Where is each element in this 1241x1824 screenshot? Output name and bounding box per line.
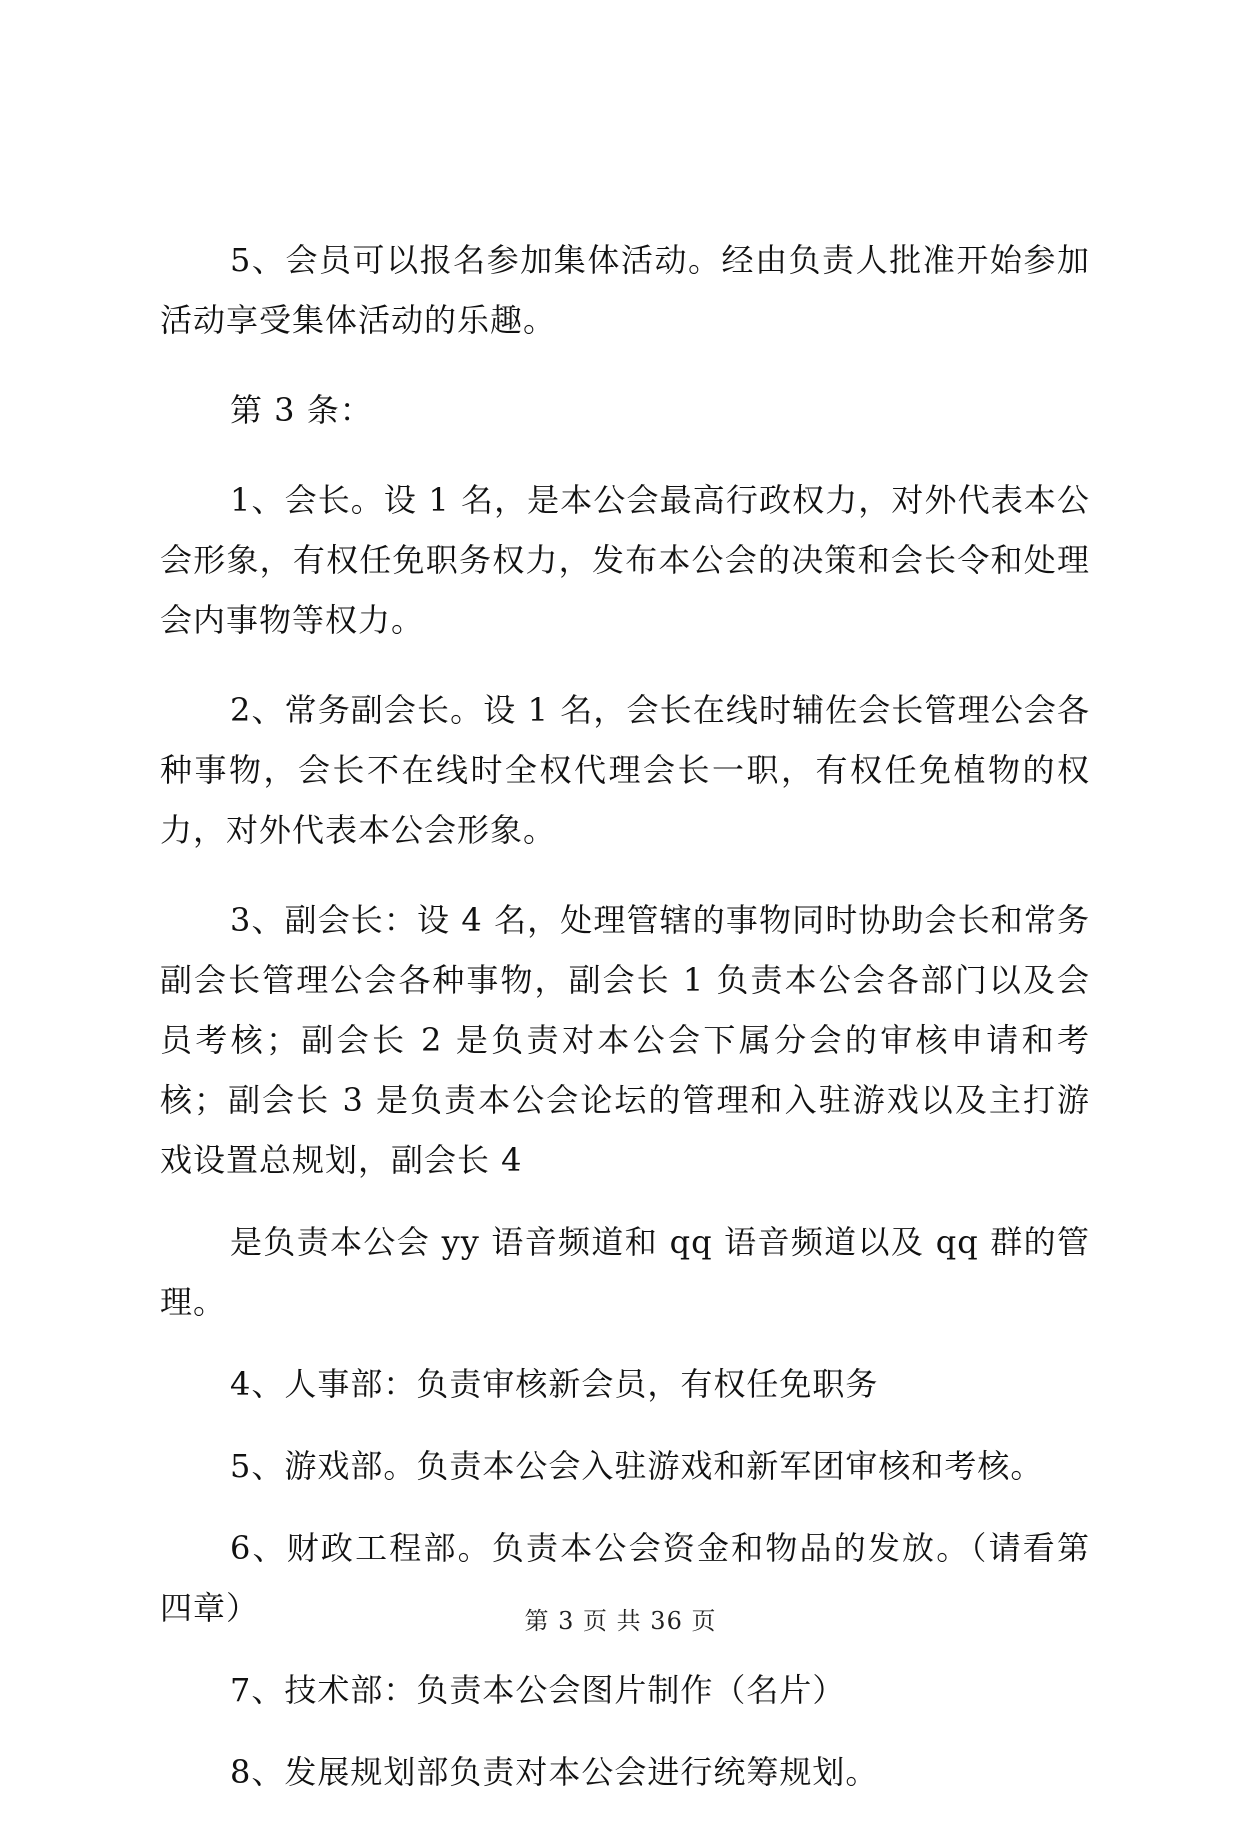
paragraph-vice-presidents: 3、副会长：设 4 名，处理管辖的事物同时协助会长和常务副会长管理公会各种事物，副会长 1 负责本公会各部门以及会员考核；副会长 2 是负责对本公会下属分会的审核申请和考核；副会长 3 是负责本公会论坛的管理和入驻游戏以及主打游戏设置总规划，副会长 4: [160, 901, 1090, 1179]
paragraph-game-department: 5、游戏部。负责本公会入驻游戏和新军团审核和考核。: [230, 1447, 1044, 1485]
paragraph-executive-vice-president: 2、常务副会长。设 1 名，会长在线时辅佐会长管理公会各种事物，会长不在线时全权代理会长一职，有权任免植物的权力，对外代表本公会形象。: [160, 691, 1090, 849]
paragraph-planning-department: 8、发展规划部负责对本公会进行统筹规划。: [230, 1753, 879, 1791]
document-body: [160, 230, 1090, 1824]
paragraph-tech-department: 7、技术部：负责本公会图片制作（名片）: [230, 1671, 846, 1709]
page-number-footer: 第 3 页 共 36 页: [524, 1607, 717, 1635]
paragraph-hr-department: 4、人事部：负责审核新会员，有权任免职务: [230, 1365, 879, 1403]
paragraph-member-activities: 5、会员可以报名参加集体活动。经由负责人批准开始参加活动享受集体活动的乐趣。: [160, 241, 1090, 339]
paragraph-president: 1、会长。设 1 名，是本公会最高行政权力，对外代表本公会形象，有权任免职务权力，发布本公会的决策和会长令和处理会内事物等权力。: [160, 481, 1090, 639]
paragraph-finance-department: 6、财政工程部。负责本公会资金和物品的发放。（请看第四章）: [160, 1529, 1090, 1627]
paragraph-article-3-heading: 第 3 条：: [230, 391, 373, 429]
paragraph-vice-president-4-duty: 是负责本公会 yy 语音频道和 qq 语音频道以及 qq 群的管理。: [160, 1223, 1090, 1321]
